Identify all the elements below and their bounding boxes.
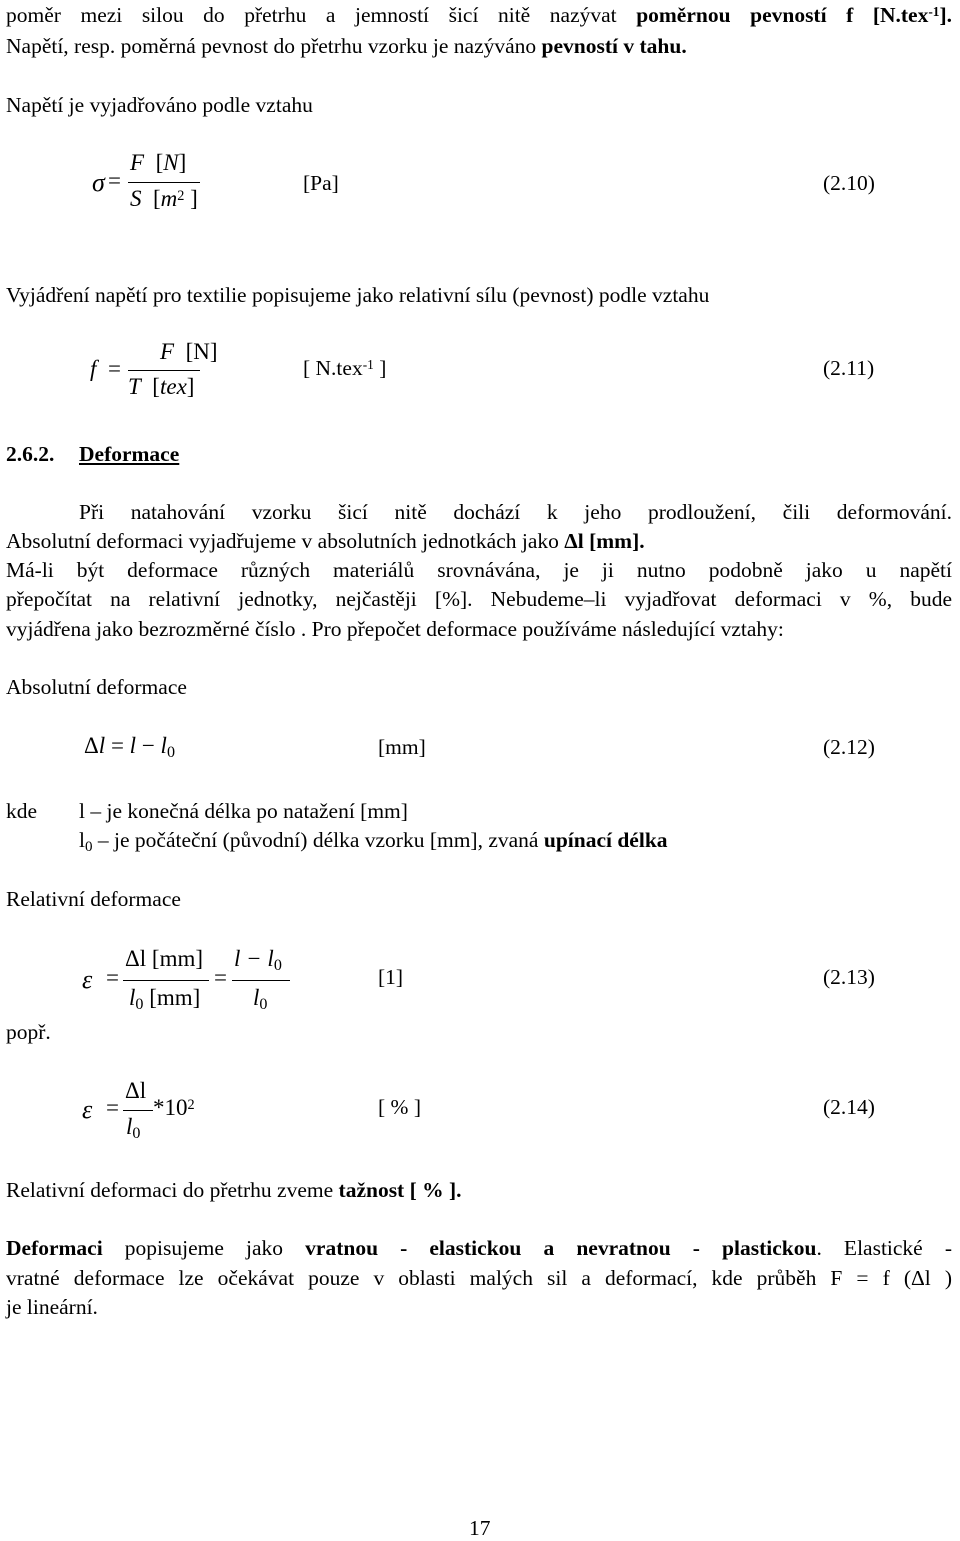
- para-final-line-3: je lineární.: [6, 1295, 98, 1319]
- var-tex: tex: [159, 374, 187, 399]
- var-l: l: [126, 1114, 133, 1139]
- eq-2-11-equals: =: [108, 356, 121, 381]
- period: .: [639, 529, 645, 553]
- intro-line-1: [6, 3, 952, 28]
- delta-symbol: Δ: [84, 733, 99, 758]
- eq-2-13-frac2-den: [253, 985, 268, 1014]
- eq-2-11-denominator: [128, 374, 194, 400]
- eq-2-13-frac1-den: [129, 985, 201, 1014]
- unit-text: ]: [373, 356, 387, 380]
- eq-2-14-multiplier: [153, 1095, 195, 1121]
- bracket: ]: [190, 186, 198, 211]
- page-number: 17: [469, 1516, 491, 1540]
- eq-2-13-frac2-num: [234, 946, 282, 975]
- var-l: l: [129, 985, 136, 1010]
- var-S: S: [130, 186, 142, 211]
- para-deform-line-5: vyjádřena jako bezrozměrné číslo . Pro přepočet deformace používáme následující vztahy:: [6, 617, 784, 641]
- para-final-line-1: [6, 1236, 952, 1261]
- eq-2-13-equals-2: =: [214, 965, 227, 990]
- superscript: -1: [928, 4, 940, 20]
- var-m: m: [160, 186, 178, 211]
- equals: =: [110, 733, 124, 758]
- para-elongation: [6, 1178, 952, 1203]
- eq-2-12-number: (2.12): [823, 735, 875, 759]
- unit-text: [ N.tex: [303, 356, 363, 380]
- eq-2-14-num: Δl: [125, 1078, 147, 1103]
- heading-absolute-deformation: Absolutní deformace: [6, 675, 187, 699]
- fraction-bar: [232, 980, 290, 981]
- superscript: -1: [362, 357, 374, 373]
- eq-2-14-number: (2.14): [823, 1095, 875, 1119]
- eq-2-11-number: (2.11): [823, 356, 875, 380]
- var-l: l: [129, 733, 137, 758]
- var-l: l: [253, 985, 260, 1010]
- heading-relative-deformation: Relativní deformace: [6, 887, 181, 911]
- bracket: [: [152, 374, 160, 399]
- intro-line-3: Napětí je vyjadřováno podle vztahu: [6, 93, 313, 117]
- subscript: 0: [84, 838, 93, 855]
- intro-text: Napětí, resp. poměrná pevnost do přetrhu vzorku je nazýváno: [6, 34, 542, 58]
- term-deformation: Deformaci: [6, 1236, 103, 1260]
- eq-2-11-lhs: f: [90, 356, 97, 381]
- subscript: 0: [259, 996, 268, 1014]
- var-F: F: [160, 339, 175, 364]
- var-l: l: [79, 828, 85, 852]
- superscript: 2: [177, 187, 185, 204]
- definition-l0: [79, 828, 668, 853]
- term-tensile-strength: pevností v tahu.: [541, 34, 687, 58]
- definition-l: l – je konečná délka po natažení [mm]: [79, 799, 408, 823]
- eq-2-12-unit: [mm]: [378, 735, 426, 759]
- eq-2-10-number: (2.10): [823, 171, 875, 195]
- para-text: popisujeme jako: [102, 1236, 306, 1260]
- para-deform-line-3: Má-li být deformace různých materiálů srovnávána, je ji nutno podobně jako u napětí: [6, 558, 952, 582]
- times-ten: *10: [153, 1095, 188, 1120]
- eq-2-11-numerator: [160, 339, 218, 365]
- term-delta-l: Δl [mm]: [564, 529, 640, 553]
- term-clamping-length: upínací délka: [543, 828, 668, 852]
- minus: −: [141, 733, 155, 758]
- label-alternatively: popř.: [6, 1020, 51, 1044]
- term-end: ].: [939, 3, 953, 27]
- bracket: ]: [178, 150, 187, 175]
- eq-2-14-unit: [ % ]: [378, 1095, 421, 1119]
- section-title: Deformace: [79, 442, 180, 466]
- para-deform-line-4: přepočítat na relativní jednotky, nejčastěji [%]. Nebudeme–li vyjadřovat deformaci v %, bude: [6, 587, 952, 611]
- term-relative-strength: poměrnou pevností f [N.tex: [636, 3, 929, 27]
- var-l0: l: [160, 733, 167, 758]
- var-l-minus-l0: l − l: [234, 946, 274, 971]
- var-l: l: [98, 733, 106, 758]
- definition-text: – je počáteční (původní) délka vzorku [mm], zvaná: [92, 828, 544, 852]
- eq-2-13-lhs: ε: [82, 965, 93, 994]
- eq-2-13-frac1-num: Δl [mm]: [125, 946, 204, 971]
- eq-2-10-unit: [Pa]: [303, 171, 339, 195]
- eq-2-12-formula: [84, 733, 175, 762]
- para-final-line-2: vratné deformace lze očekávat pouze v oblasti malých sil a deformací, kde průběh F = f (Δl ): [6, 1266, 952, 1290]
- unit-N: [N]: [185, 339, 218, 364]
- bracket: [: [155, 150, 164, 175]
- fraction-bar: [123, 980, 209, 981]
- para-text: Relativní deformaci do přetrhu zveme: [6, 1178, 339, 1202]
- fraction-bar: [128, 370, 200, 371]
- para-deform-line-2: [6, 529, 952, 554]
- para-text: . Elastické -: [816, 1236, 952, 1260]
- eq-2-10-denominator: [130, 186, 198, 212]
- para-text: Absolutní deformaci vyjadřujeme v absolutních jednotkách jako: [6, 529, 565, 553]
- eq-2-14-lhs: ε: [82, 1095, 93, 1124]
- eq-2-10-lhs: σ: [92, 168, 105, 197]
- term-elongation: tažnost [ % ].: [338, 1178, 462, 1202]
- para-deform-line-1: Při natahování vzorku šicí nitě dochází k jeho prodloužení, čili deformování.: [79, 500, 952, 524]
- eq-2-10-equals: =: [108, 168, 121, 193]
- term-elastic-plastic: vratnou - elastickou a nevratnou - plastickou: [305, 1236, 817, 1260]
- eq-2-13-unit: [1]: [378, 965, 404, 989]
- fraction-bar: [128, 182, 200, 183]
- unit-mm: [mm]: [149, 985, 201, 1010]
- intro-text: poměr mezi silou do přetrhu a jemností šicí nitě nazývat: [6, 3, 637, 27]
- eq-2-10-numerator: [130, 150, 186, 176]
- eq-2-11-unit: [303, 356, 386, 381]
- subscript: 0: [132, 1125, 141, 1143]
- var-F: F: [130, 150, 145, 175]
- subscript: 0: [273, 957, 282, 975]
- intro-line-2: [6, 34, 952, 59]
- var-N: N: [163, 150, 179, 175]
- eq-2-14-equals: =: [106, 1095, 119, 1120]
- bracket: ]: [186, 374, 195, 399]
- para-relative: Vyjádření napětí pro textilie popisujeme jako relativní sílu (pevnost) podle vztahu: [6, 283, 710, 307]
- where-label: kde: [6, 799, 38, 823]
- subscript: 0: [135, 996, 144, 1014]
- var-T: T: [128, 374, 141, 399]
- eq-2-13-number: (2.13): [823, 965, 875, 989]
- eq-2-14-den: [126, 1114, 141, 1143]
- section-number: 2.6.2.: [6, 442, 55, 466]
- eq-2-13-equals: =: [106, 965, 119, 990]
- fraction-bar: [123, 1110, 153, 1111]
- superscript: 2: [187, 1096, 195, 1113]
- subscript: 0: [166, 744, 175, 762]
- bracket: [: [153, 186, 161, 211]
